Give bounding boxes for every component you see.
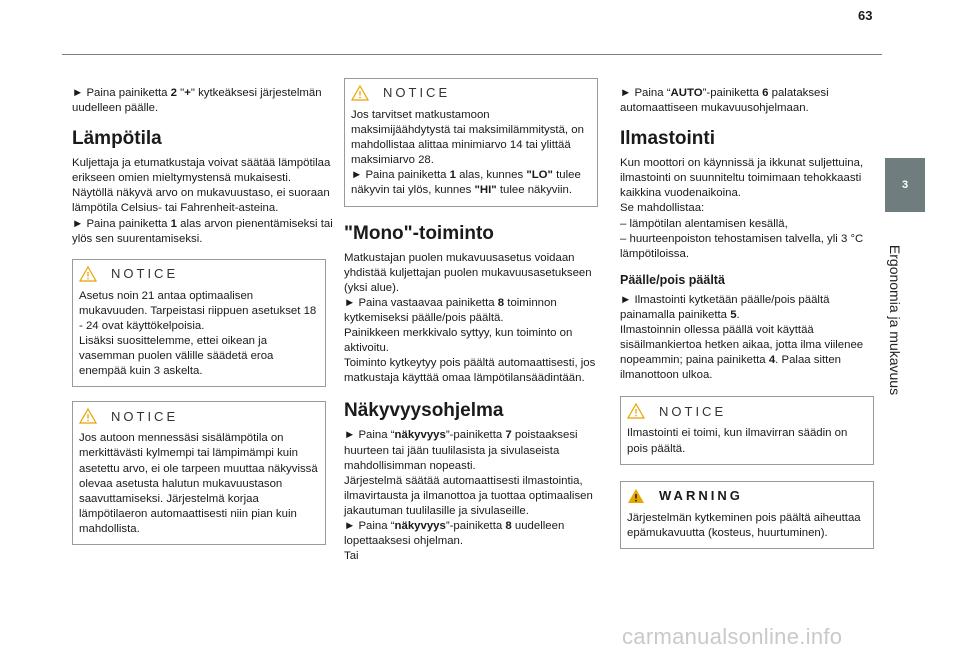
mono-step: ► Paina vastaavaa painiketta 8 toiminnon kytkemiseksi päälle/pois päältä. [344, 296, 557, 324]
top-rule [62, 54, 882, 55]
notice-box [344, 78, 598, 207]
subsection-title-onoff: Päälle/pois päältä [620, 272, 725, 287]
notice-title: NOTICE [659, 403, 727, 419]
notice-title: NOTICE [383, 85, 451, 101]
col1-body-1: Kuljettaja ja etumatkustaja voivat säätää lämpötilaa erikseen omien mieltymystensä mukaisesti. [72, 157, 331, 185]
section-title-ilmastointi: Ilmastointi [620, 128, 716, 150]
warning-triangle-filled-icon [627, 488, 645, 504]
notice-box [72, 259, 326, 388]
warning-triangle-icon [627, 403, 645, 419]
notice-title: NOTICE [111, 408, 179, 424]
watermark: carmanualsonline.info [622, 624, 843, 649]
warning-box [620, 481, 874, 549]
warning-triangle-icon [79, 408, 97, 424]
col3-possible: Se mahdollistaa: [620, 202, 705, 215]
column-1 [72, 86, 334, 549]
vis-body: Järjestelmä säätää automaattisesti ilmastointia, ilmavirtausta ja ilmanottoa ja tuottaa optimaalisen jakautuman tuulilasille ja sivulaseille. [344, 474, 593, 517]
mono-body: Matkustajan puolen mukavuusasetus voidaan yhdistää kuljettajan puolen mukavuusasetukseen (yksi alue). [344, 251, 592, 294]
vis-tail: Tai [344, 550, 359, 563]
notice-box [620, 396, 874, 464]
warning-triangle-icon [79, 266, 97, 282]
warning-title: WARNING [659, 488, 743, 504]
column-2 [344, 78, 606, 564]
col3-body: Kun moottori on käynnissä ja ikkunat suljettuina, ilmastointi on suunniteltu toimimaan tehokkaasti kaikkina vuodenaikoina. [620, 157, 864, 200]
col3-intro: ► Paina “AUTO”-painiketta 6 palataksesi automaattiseen mukavuusohjelmaan. [620, 87, 829, 115]
mono-line: Toiminto kytkeytyy pois päältä automaattisesti, jos matkustaja käyttää omaa lämpötilansäädintään. [344, 357, 596, 385]
notice-text: Ilmastointi ei toimi, kun ilmavirran säädin on pois päältä. [627, 427, 848, 455]
warning-triangle-icon [351, 85, 369, 101]
notice-title: NOTICE [111, 266, 179, 282]
section-title-mono: "Mono"-toiminto [344, 222, 494, 244]
notice-text: Jos autoon mennessäsi sisälämpötila on merkittävästi kylmempi tai lämpimämpi kuin asetettu arvo, ei ole tarpeen muuttaa näkyvissä olevaa asetusta halutun mukavuustason saavuttamiseksi. Järjestelmä korjaa lämpötilaeron automaattisesti niin pian kuin mahdollista. [79, 432, 318, 535]
notice-text: Jos tarvitset matkustamoon maksimijäähdytystä tai maksimilämmitystä, on mahdollistaa alittaa minimiarvo 14 tai ylittää maksimiarvo 28. [351, 109, 584, 167]
col1-body-2: Näytöllä näkyvä arvo on mukavuustaso, ei suoraan lämpötila Celsius- tai Fahrenheit-asteina. [72, 187, 330, 215]
page-number: 63 [858, 8, 873, 23]
col1-intro: ► Paina painiketta 2 "+" kytkeäksesi järjestelmän uudelleen päälle. [72, 87, 322, 115]
vis-step-1: ► Paina “näkyvyys”-painiketta 7 poistaaksesi huurteen tai jään tuulilasista ja sivulaseista mahdollisimman nopeasti. [344, 429, 578, 472]
col3-list-item: – huurteenpoiston tehostamisen talvella, yli 3 °C lämpötiloissa. [620, 232, 864, 260]
col3-list-item: – lämpötilan alentamisen kesällä, [620, 217, 788, 230]
notice-step: ► Paina painiketta 1 alas, kunnes "LO" tulee näkyvin tai ylös, kunnes "HI" tulee näkyviin. [351, 169, 581, 197]
onoff-body: Ilmastoinnin ollessa päällä voit käyttää sisäilmankiertoa hetken aikaa, jotta ilma viilenee nopeammin; paina painiketta 4. Palaa sitten ilmanottoon ulkoa. [620, 324, 864, 382]
vis-step-2: ► Paina “näkyvyys”-painiketta 8 uudelleen lopettaaksesi ohjelman. [344, 519, 565, 548]
chapter-title-text: Ergonomia ja mukavuus [887, 244, 903, 396]
warning-text: Järjestelmän kytkeminen pois päältä aiheuttaa epämukavuutta (kosteus, huurtuminen). [627, 511, 861, 539]
mono-line: Painikkeen merkkivalo syttyy, kun toiminto on aktivoitu. [344, 327, 573, 355]
notice-text: Asetus noin 21 antaa optimaalisen mukavuuden. Tarpeistasi riippuen asetukset 18 - 24 ovat käyttökelpoisia. [79, 289, 317, 332]
section-title-lampotila: Lämpötila [72, 128, 162, 150]
notice-text: Lisäksi suosittelemme, ettei oikean ja vasemman puolen välille säädetä eroa enempää kuin 3 askelta. [79, 335, 274, 378]
chapter-tab[interactable]: 3 [885, 158, 925, 212]
col1-step: ► Paina painiketta 1 alas arvon pienentämiseksi tai ylös sen suurentamiseksi. [72, 217, 333, 245]
onoff-step: ► Ilmastointi kytketään päälle/pois päältä painamalla painiketta 5. [620, 293, 830, 321]
notice-box [72, 401, 326, 545]
section-title-nakyvyys: Näkyvyysohjelma [344, 400, 504, 422]
column-3 [620, 86, 882, 553]
